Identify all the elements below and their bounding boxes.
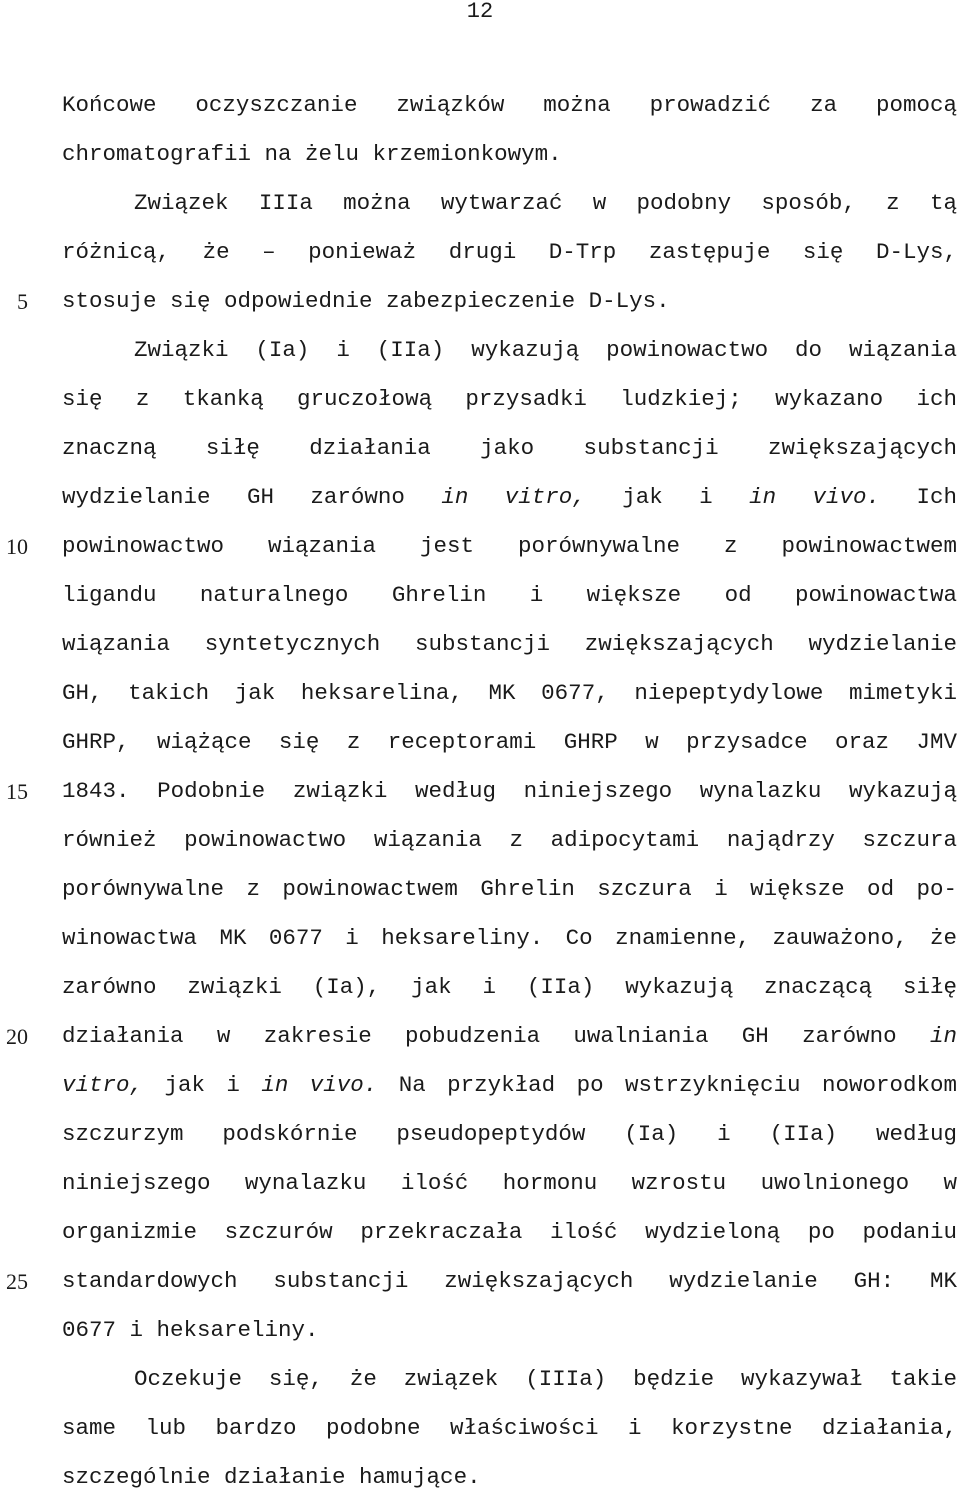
text-line: 0677 i heksareliny. [62, 1317, 319, 1343]
text-line: GH, takich jak heksarelina, MK 0677, niepeptydylowe mimetyki [62, 680, 957, 706]
text-line: szczurzym podskórnie pseudopeptydów (Ia) i (IIa) według [62, 1121, 957, 1147]
text-line: ligandu naturalnego Ghrelin i większe od powinowactwa [62, 582, 957, 608]
line-number: 25 [6, 1269, 28, 1294]
text-line: znaczną siłę działania jako substancji zwiększających [62, 435, 957, 461]
text-line: zarówno związki (Ia), jak i (IIa) wykazują znaczącą siłę [62, 974, 957, 1000]
line-number: 10 [6, 534, 28, 559]
text-line: się z tkanką gruczołową przysadki ludzkiej; wykazano ich [62, 386, 957, 412]
text-line: również powinowactwo wiązania z adipocytami najądrzy szczura [62, 827, 957, 853]
text-line: działania w zakresie pobudzenia uwalniania GH zarówno in [62, 1023, 957, 1049]
text-line: 1843. Podobnie związki według niniejszego wynalazku wykazują [62, 778, 957, 804]
text-line: Związek IIIa można wytwarzać w podobny sposób, z tą [134, 190, 957, 216]
text-line: stosuje się odpowiednie zabezpieczenie D-Lys. [62, 288, 670, 314]
line-number: 5 [17, 289, 28, 314]
text-line: vitro, jak i in vivo. Na przykład po wstrzyknięciu noworodkom [62, 1072, 957, 1098]
text-line: chromatografii na żelu krzemionkowym. [62, 141, 562, 167]
text-line: różnicą, że – ponieważ drugi D-Trp zastępuje się D-Lys, [62, 239, 957, 265]
text-line: powinowactwo wiązania jest porównywalne z powinowactwem [62, 533, 957, 559]
text-line: winowactwa MK 0677 i heksareliny. Co znamienne, zauważono, że [62, 925, 957, 951]
text-line: niniejszego wynalazku ilość hormonu wzrostu uwolnionego w [62, 1170, 957, 1196]
page-number: 12 [466, 0, 494, 24]
text-line: szczególnie działanie hamujące. [62, 1464, 481, 1490]
text-line: wydzielanie GH zarówno in vitro, jak i in vivo. Ich [62, 484, 957, 510]
text-line: Końcowe oczyszczanie związków można prowadzić za pomocą [62, 92, 957, 118]
text-line: Związki (Ia) i (IIa) wykazują powinowactwo do wiązania [134, 337, 957, 363]
text-line: wiązania syntetycznych substancji zwiększających wydzielanie [62, 631, 957, 657]
text-line: porównywalne z powinowactwem Ghrelin szczura i większe od po- [62, 876, 957, 902]
line-number: 20 [6, 1024, 28, 1049]
text-line: same lub bardzo podobne właściwości i korzystne działania, [62, 1415, 957, 1441]
text-line: GHRP, wiążące się z receptorami GHRP w przysadce oraz JMV [62, 729, 957, 755]
text-line: standardowych substancji zwiększających wydzielanie GH: MK [62, 1268, 957, 1294]
line-number: 15 [6, 779, 28, 804]
text-line: organizmie szczurów przekraczała ilość wydzieloną po podaniu [62, 1219, 957, 1245]
text-line: Oczekuje się, że związek (IIIa) będzie wykazywał takie [134, 1366, 957, 1392]
